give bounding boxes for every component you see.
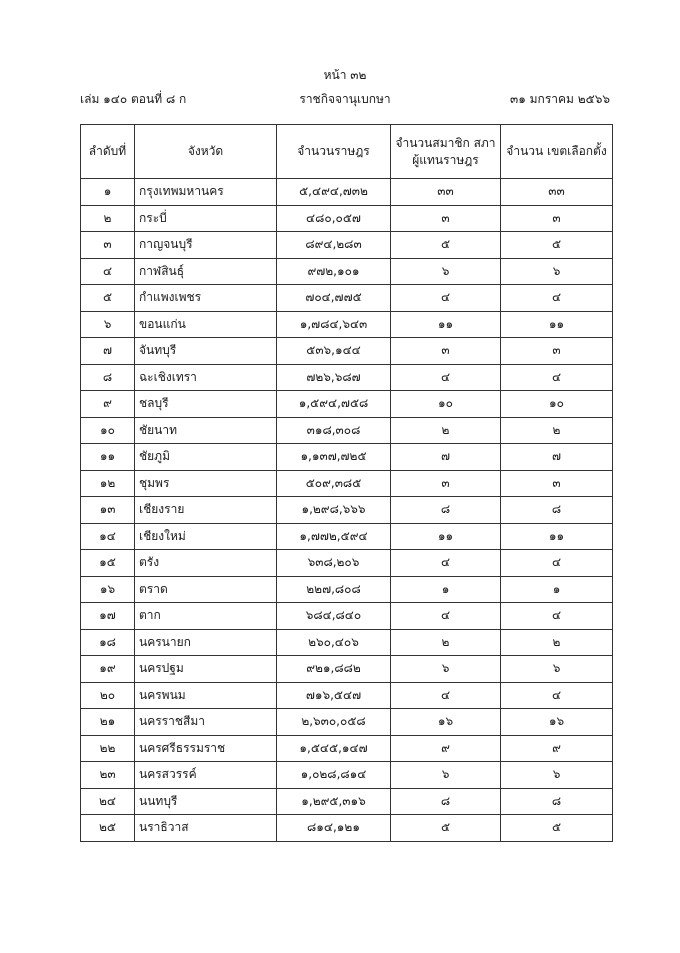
order-cell: ๓: [81, 232, 135, 259]
members-cell: ๑๐: [391, 391, 501, 418]
population-cell: ๓๑๘,๓๐๘: [277, 417, 391, 444]
order-cell: ๒๕: [81, 815, 135, 842]
province-cell: ตรัง: [135, 550, 277, 577]
province-cell: ชลบุรี: [135, 391, 277, 418]
volume-issue: เล่ม ๑๔๐ ตอนที่ ๘ ก: [80, 92, 187, 106]
members-cell: ๔: [391, 285, 501, 312]
members-cell: ๑๑: [391, 311, 501, 338]
province-cell: ฉะเชิงเทรา: [135, 364, 277, 391]
districts-cell: ๒: [501, 417, 613, 444]
members-cell: ๒: [391, 417, 501, 444]
members-cell: ๙: [391, 735, 501, 762]
population-cell: ๕๓๖,๑๔๔: [277, 338, 391, 365]
order-cell: ๑๕: [81, 550, 135, 577]
province-cell: นครพนม: [135, 682, 277, 709]
districts-cell: ๘: [501, 788, 613, 815]
province-cell: นนทบุรี: [135, 788, 277, 815]
members-cell: ๑๑: [391, 523, 501, 550]
province-cell: ตราด: [135, 576, 277, 603]
order-cell: ๖: [81, 311, 135, 338]
table-row: [81, 391, 613, 418]
province-cell: นครนายก: [135, 629, 277, 656]
districts-cell: ๑: [501, 576, 613, 603]
table-row: [81, 311, 613, 338]
members-cell: ๑: [391, 576, 501, 603]
population-cell: ๔๘๐,๐๕๗: [277, 205, 391, 232]
members-cell: ๕: [391, 232, 501, 259]
order-cell: ๙: [81, 391, 135, 418]
table-row: [81, 470, 613, 497]
province-cell: กรุงเทพมหานคร: [135, 179, 277, 206]
order-cell: ๑๗: [81, 603, 135, 630]
order-cell: ๑๒: [81, 470, 135, 497]
districts-cell: ๕: [501, 232, 613, 259]
order-cell: ๔: [81, 258, 135, 285]
districts-cell: ๑๐: [501, 391, 613, 418]
table-header-row: [81, 125, 613, 179]
table-row: [81, 603, 613, 630]
districts-cell: ๖: [501, 656, 613, 683]
table-row: [81, 788, 613, 815]
members-cell: ๒: [391, 629, 501, 656]
table-row: [81, 258, 613, 285]
districts-cell: ๓๓: [501, 179, 613, 206]
column-header-members: จำนวนสมาชิก สภาผู้แทนราษฎร: [391, 125, 501, 179]
province-cell: นครสวรรค์: [135, 762, 277, 789]
population-cell: ๖๓๘,๒๐๖: [277, 550, 391, 577]
members-cell: ๔: [391, 364, 501, 391]
districts-cell: ๗: [501, 444, 613, 471]
order-cell: ๒๐: [81, 682, 135, 709]
members-cell: ๖: [391, 656, 501, 683]
table-row: [81, 709, 613, 736]
districts-cell: ๑๑: [501, 311, 613, 338]
province-cell: ขอนแก่น: [135, 311, 277, 338]
order-cell: ๑๓: [81, 497, 135, 524]
districts-cell: ๙: [501, 735, 613, 762]
table-row: [81, 417, 613, 444]
province-cell: ตาก: [135, 603, 277, 630]
order-cell: ๑๐: [81, 417, 135, 444]
members-cell: ๑๖: [391, 709, 501, 736]
table-row: [81, 232, 613, 259]
population-cell: ๗๐๔,๗๗๕: [277, 285, 391, 312]
province-cell: กาญจนบุรี: [135, 232, 277, 259]
population-cell: ๑,๒๙๘,๖๖๖: [277, 497, 391, 524]
members-cell: ๓: [391, 338, 501, 365]
page-header: [80, 66, 610, 110]
districts-cell: ๖: [501, 258, 613, 285]
population-cell: ๑,๗๗๒,๕๙๔: [277, 523, 391, 550]
population-cell: ๗๒๖,๖๘๗: [277, 364, 391, 391]
order-cell: ๑๘: [81, 629, 135, 656]
districts-cell: ๕: [501, 815, 613, 842]
districts-cell: ๔: [501, 364, 613, 391]
province-cell: นครราชสีมา: [135, 709, 277, 736]
order-cell: ๑๔: [81, 523, 135, 550]
table-row: [81, 497, 613, 524]
table-row: [81, 815, 613, 842]
province-cell: กาฬสินธุ์: [135, 258, 277, 285]
province-cell: จันทบุรี: [135, 338, 277, 365]
population-cell: ๑,๕๔๕,๑๔๗: [277, 735, 391, 762]
population-cell: ๗๑๖,๕๔๗: [277, 682, 391, 709]
order-cell: ๗: [81, 338, 135, 365]
districts-cell: ๔: [501, 682, 613, 709]
table-row: [81, 338, 613, 365]
table-row: [81, 576, 613, 603]
province-cell: ชัยภูมิ: [135, 444, 277, 471]
members-cell: ๔: [391, 550, 501, 577]
districts-cell: ๓: [501, 470, 613, 497]
province-cell: นราธิวาส: [135, 815, 277, 842]
publication-date: ๓๑ มกราคม ๒๕๖๖: [510, 92, 610, 106]
table-body: [81, 179, 613, 842]
page-number: หน้า ๓๒: [323, 68, 367, 82]
members-cell: ๔: [391, 603, 501, 630]
order-cell: ๕: [81, 285, 135, 312]
population-cell: ๒๖๐,๔๐๖: [277, 629, 391, 656]
province-cell: ชัยนาท: [135, 417, 277, 444]
population-cell: ๕,๔๙๔,๗๓๒: [277, 179, 391, 206]
population-cell: ๑,๗๘๔,๖๔๓: [277, 311, 391, 338]
members-cell: ๗: [391, 444, 501, 471]
districts-cell: ๔: [501, 603, 613, 630]
order-cell: ๒๔: [81, 788, 135, 815]
province-cell: นครศรีธรรมราช: [135, 735, 277, 762]
publication-name: ราชกิจจานุเบกษา: [299, 92, 391, 106]
order-cell: ๒: [81, 205, 135, 232]
members-cell: ๔: [391, 682, 501, 709]
order-cell: ๒๑: [81, 709, 135, 736]
population-cell: ๕๐๙,๓๘๕: [277, 470, 391, 497]
members-cell: ๖: [391, 762, 501, 789]
population-cell: ๙๒๑,๘๘๒: [277, 656, 391, 683]
members-cell: ๖: [391, 258, 501, 285]
order-cell: ๑๑: [81, 444, 135, 471]
members-cell: ๕: [391, 815, 501, 842]
order-cell: ๑: [81, 179, 135, 206]
table-row: [81, 656, 613, 683]
population-cell: ๒๒๗,๘๐๘: [277, 576, 391, 603]
districts-cell: ๑๖: [501, 709, 613, 736]
districts-cell: ๓: [501, 338, 613, 365]
population-cell: ๑,๕๙๔,๗๕๘: [277, 391, 391, 418]
districts-cell: ๓: [501, 205, 613, 232]
table-row: [81, 682, 613, 709]
order-cell: ๑๙: [81, 656, 135, 683]
column-header-province: จังหวัด: [135, 125, 277, 179]
table-row: [81, 364, 613, 391]
population-cell: ๘๙๔,๒๘๓: [277, 232, 391, 259]
table-row: [81, 285, 613, 312]
table-row: [81, 629, 613, 656]
table-row: [81, 444, 613, 471]
province-cell: กระบี่: [135, 205, 277, 232]
column-header-population: จำนวนราษฎร: [277, 125, 391, 179]
province-cell: นครปฐม: [135, 656, 277, 683]
province-cell: ชุมพร: [135, 470, 277, 497]
table-row: [81, 179, 613, 206]
members-cell: ๓๓: [391, 179, 501, 206]
districts-cell: ๒: [501, 629, 613, 656]
population-cell: ๑,๐๒๘,๘๑๔: [277, 762, 391, 789]
table-row: [81, 762, 613, 789]
header-row: [80, 90, 610, 108]
districts-cell: ๖: [501, 762, 613, 789]
column-header-order: ลำดับที่: [81, 125, 135, 179]
districts-cell: ๔: [501, 285, 613, 312]
table-row: [81, 205, 613, 232]
order-cell: ๒๒: [81, 735, 135, 762]
population-cell: ๙๗๒,๑๐๑: [277, 258, 391, 285]
province-cell: กำแพงเพชร: [135, 285, 277, 312]
table-row: [81, 550, 613, 577]
table-row: [81, 735, 613, 762]
order-cell: ๑๖: [81, 576, 135, 603]
members-cell: ๓: [391, 205, 501, 232]
population-cell: ๑,๒๙๕,๓๑๖: [277, 788, 391, 815]
population-cell: ๑,๑๓๗,๗๒๕: [277, 444, 391, 471]
members-cell: ๓: [391, 470, 501, 497]
population-cell: ๘๑๔,๑๒๑: [277, 815, 391, 842]
order-cell: ๘: [81, 364, 135, 391]
province-cell: เชียงราย: [135, 497, 277, 524]
province-cell: เชียงใหม่: [135, 523, 277, 550]
members-cell: ๘: [391, 788, 501, 815]
province-table: [80, 124, 613, 842]
districts-cell: ๘: [501, 497, 613, 524]
order-cell: ๒๓: [81, 762, 135, 789]
districts-cell: ๑๑: [501, 523, 613, 550]
districts-cell: ๔: [501, 550, 613, 577]
population-cell: ๒,๖๓๐,๐๕๘: [277, 709, 391, 736]
table-row: [81, 523, 613, 550]
column-header-districts: จำนวน เขตเลือกตั้ง: [501, 125, 613, 179]
population-cell: ๖๘๔,๘๔๐: [277, 603, 391, 630]
members-cell: ๘: [391, 497, 501, 524]
